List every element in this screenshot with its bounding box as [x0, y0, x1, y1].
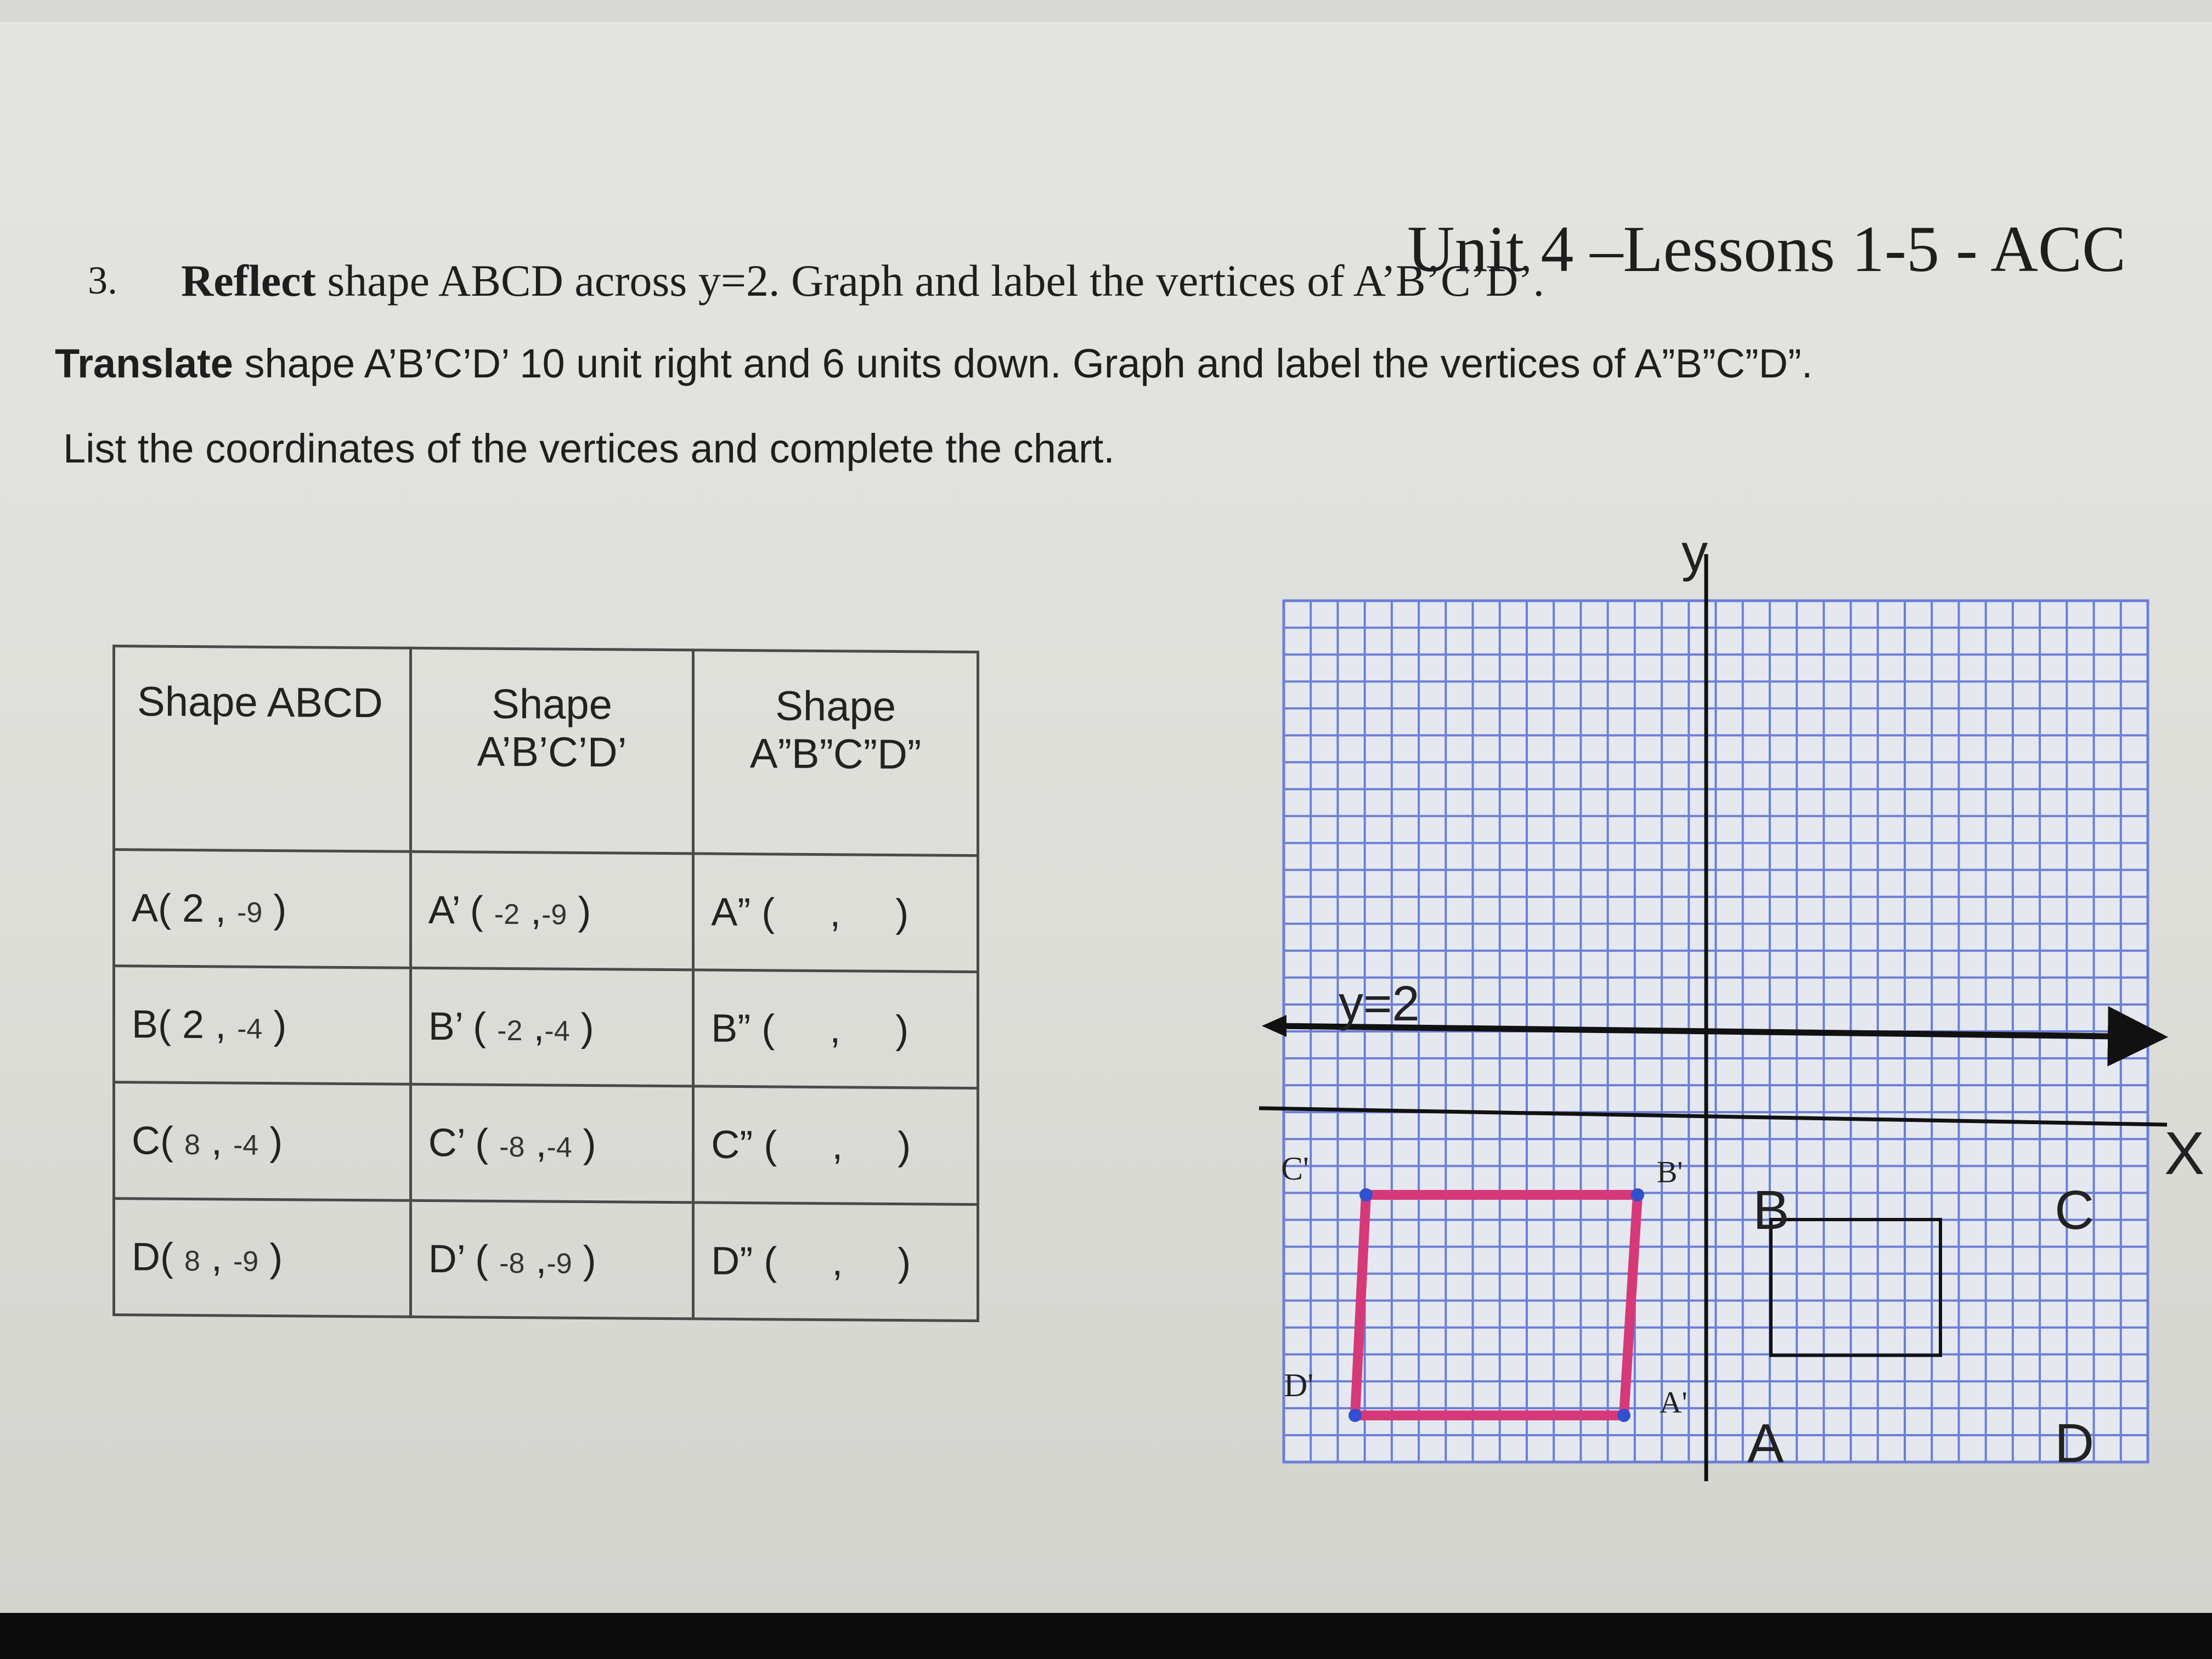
cell-c-double-prime[interactable]: C” ( , ) — [693, 1086, 978, 1205]
cell-d-prime[interactable]: D’ ( -8 ,-9 ) — [410, 1200, 693, 1319]
reflect-instruction: shape ABCD across y=2. Graph and label the vertices of A’B’C’D’. — [315, 256, 1545, 306]
cell-d-original: D( 8 , -9 ) — [114, 1199, 411, 1317]
x-axis-label: X — [2164, 1120, 2205, 1187]
label-b-prime: B' — [1657, 1155, 1683, 1189]
vertex-dot — [1348, 1409, 1362, 1422]
cell-a-double-prime[interactable]: A” ( , ) — [693, 854, 978, 972]
label-a: A — [1747, 1413, 1784, 1474]
cell-b-double-prime[interactable]: B” ( , ) — [693, 970, 978, 1088]
header-shape-double-prime: Shape A”B”C”D” — [693, 650, 978, 856]
cell-a-prime[interactable]: A’ ( -2 ,-9 ) — [410, 851, 693, 970]
vertex-dot — [1359, 1188, 1373, 1201]
translate-instruction: shape A’B’C’D’ 10 unit right and 6 units down. Graph and label the vertices of A”B”C”D”. — [233, 341, 1813, 386]
question-number: 3. — [88, 258, 117, 302]
cell-a-original: A( 2 , -9 ) — [114, 850, 411, 968]
label-c-prime: C' — [1281, 1150, 1309, 1187]
label-a-prime: A' — [1660, 1386, 1688, 1420]
label-d: D — [2055, 1413, 2095, 1474]
cell-c-prime[interactable]: C’ ( -8 ,-4 ) — [410, 1084, 693, 1203]
label-b: B — [1753, 1180, 1790, 1241]
reflect-keyword: Reflect — [181, 256, 316, 306]
cell-c-original: C( 8 , -4 ) — [114, 1082, 411, 1201]
label-d-prime: D' — [1284, 1367, 1314, 1403]
reflection-line-left-arrow — [1262, 1015, 1286, 1037]
y-axis-label: y — [1681, 523, 1708, 582]
page-title: Unit 4 –Lessons 1-5 - ACC — [1407, 212, 2126, 285]
vertex-dot — [1631, 1188, 1644, 1201]
cell-b-prime[interactable]: B’ ( -2 ,-4 ) — [410, 968, 693, 1086]
cell-d-double-prime[interactable]: D” ( , ) — [693, 1203, 978, 1321]
monitor-bezel — [0, 1613, 2212, 1659]
header-shape-abcd: Shape ABCD — [114, 646, 411, 852]
cell-b-original: B( 2 , -4 ) — [114, 966, 411, 1085]
header-shape-prime: Shape A’B’C’D’ — [410, 648, 693, 854]
vertex-dot — [1617, 1409, 1630, 1422]
question-line-3: List the coordinates of the vertices and complete the chart. — [63, 426, 1115, 471]
label-c: C — [2055, 1180, 2095, 1241]
reflection-line-label: y=2 — [1339, 977, 1420, 1031]
translate-keyword: Translate — [55, 341, 233, 386]
